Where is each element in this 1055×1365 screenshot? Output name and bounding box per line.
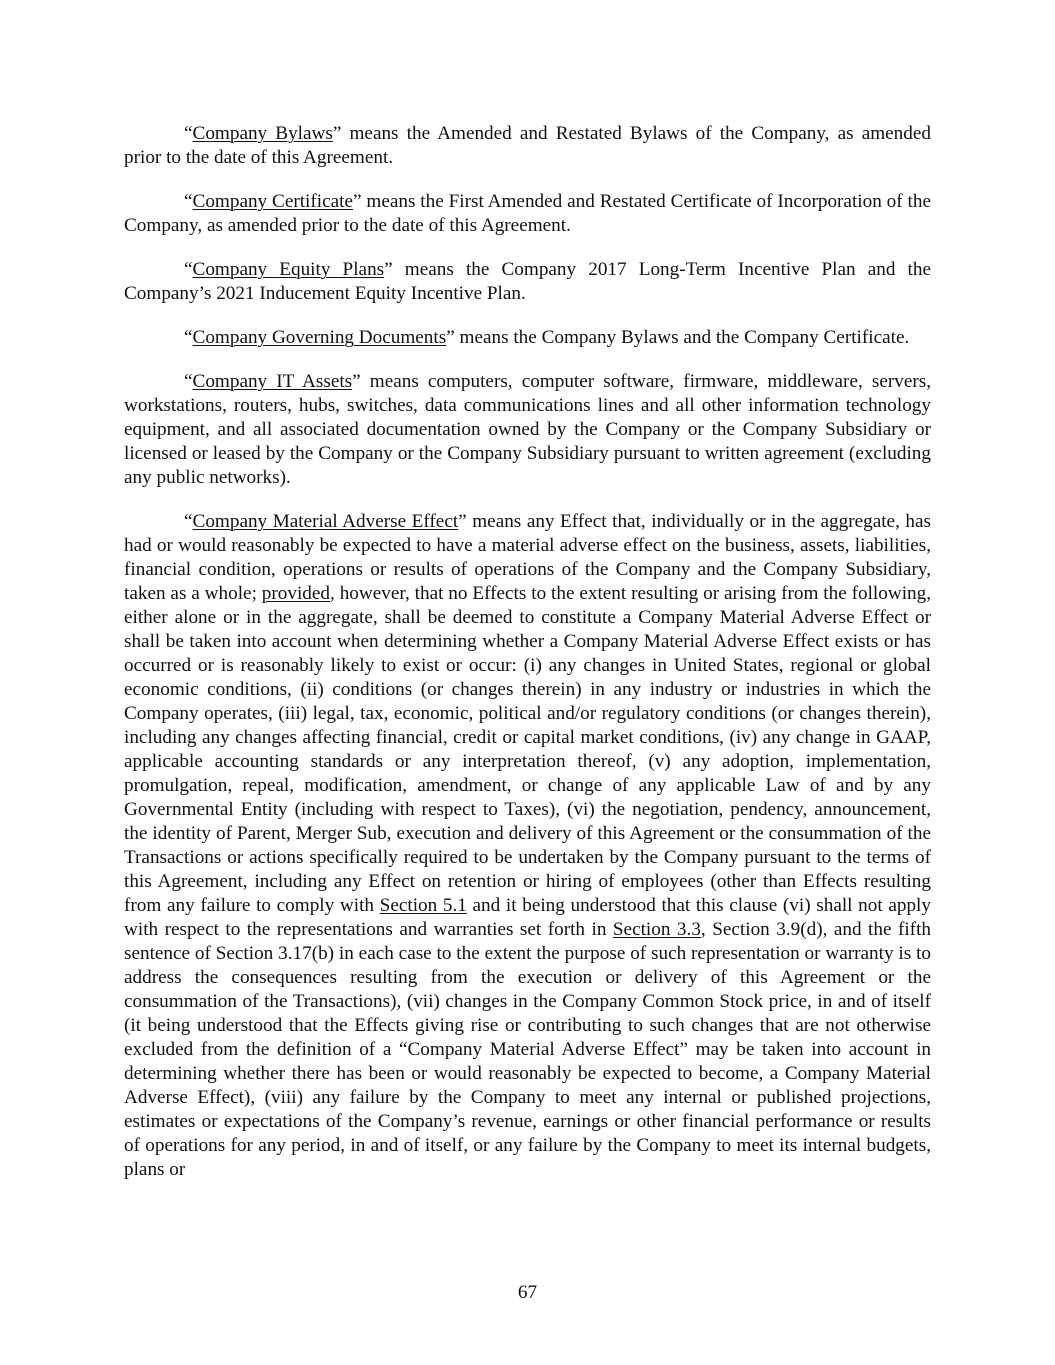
definition-company-equity-plans — [124, 258, 931, 306]
open-quote: “ — [184, 123, 193, 144]
defined-term: Company Bylaws — [192, 123, 333, 144]
definition-text: means the Company 2017 Long-Term Incentive Plan and the Company’s 2021 Inducement Equity Incentive Plan. — [124, 259, 931, 304]
open-quote: “ — [184, 327, 193, 348]
definition-text: means any Effect that, individually or in the aggregate, has had or would reasonably be expected to have a material adverse effect on the business, assets, liabilities, financial condition, operations or results of operations of the Company and the Company Subsidiary, taken as a whole; — [124, 511, 931, 604]
definition-text: means the Amended and Restated Bylaws of the Company, as amended prior to the date of this Agreement. — [124, 123, 931, 168]
page-number: 67 — [517, 1282, 538, 1303]
defined-term: Company IT Assets — [192, 371, 353, 392]
open-quote: “ — [184, 191, 193, 212]
definition-text: , Section 3.9(d), and the fifth sentence of Section 3.17(b) in each case to the extent the purpose of such representation or warranty is to address the consequences resulting from the execution or delivery of this Agreement or the consummation of the Transactions), (vii) changes in the Company Common Stock price, in and of itself (it being understood that the Effects giving rise or contributing to such changes that are not otherwise excluded from the definition of a “Company Material Adverse Effect” may be taken into account in determining whether there has been or would reasonably be expected to become, a Company Material Adverse Effect), (viii) any failure by the Company to meet any internal or published projections, estimates or expectations of the Company’s revenue, earnings or other financial performance or results of operations for any period, in and of itself, or any failure by the Company to meet its internal budgets, plans or — [124, 919, 931, 1180]
proviso-term: provided — [261, 583, 331, 604]
close-quote: ” — [446, 327, 455, 348]
definition-company-governing-documents — [124, 326, 931, 350]
section-reference-link[interactable]: Section 5.1 — [379, 895, 467, 916]
definition-text: and it being understood that this clause (vi) shall not apply with respect to the representations and warranties set forth in — [124, 895, 931, 940]
definition-text: means computers, computer software, firmware, middleware, servers, workstations, routers, hubs, switches, data communications lines and all other information technology equipment, and all associated documentation owned by the Company or the Company Subsidiary or licensed or leased by the Company or the Company Subsidiary pursuant to written agreement (excluding any public networks). — [124, 371, 931, 488]
open-quote: “ — [184, 371, 193, 392]
definition-text: , however, that no Effects to the extent resulting or arising from the following, either alone or in the aggregate, shall be deemed to constitute a Company Material Adverse Effect or shall be taken into account when determining whether a Company Material Adverse Effect exists or has occurred or is reasonably likely to exist or occur: (i) any changes in United States, regional or global economic conditions, (ii) conditions (or changes therein) in any industry or industries in which the Company operates, (iii) legal, tax, economic, political and/or regulatory conditions (or changes therein), including any changes affecting financial, credit or capital market conditions, (iv) any change in GAAP, applicable accounting standards or any interpretation thereof, (v) any adoption, implementation, promulgation, repeal, modification, amendment, or change of any applicable Law of and by any Governmental Entity (including with respect to Taxes), (vi) the negotiation, pendency, announcement, the identity of Parent, Merger Sub, execution and delivery of this Agreement or the consummation of the Transactions or actions specifically required to be undertaken by the Company pursuant to the terms of this Agreement, including any Effect on retention or hiring of employees (other than Effects resulting from any failure to comply with — [124, 583, 932, 916]
close-quote: ” — [353, 191, 362, 212]
defined-term: Company Equity Plans — [192, 259, 385, 280]
section-reference-link[interactable]: Section 3.3 — [612, 919, 701, 940]
close-quote: ” — [384, 259, 393, 280]
open-quote: “ — [184, 511, 193, 532]
defined-term: Company Governing Documents — [192, 327, 447, 348]
close-quote: ” — [352, 371, 361, 392]
close-quote: ” — [332, 123, 342, 144]
definition-company-certificate — [124, 190, 931, 238]
page-body — [124, 122, 931, 1202]
definition-text: means the First Amended and Restated Certificate of Incorporation of the Company, as amended prior to the date of this Agreement. — [124, 191, 931, 236]
definition-company-material-adverse-effect — [124, 510, 931, 1182]
close-quote: ” — [458, 511, 467, 532]
definition-company-it-assets — [124, 370, 931, 490]
defined-term: Company Material Adverse Effect — [192, 511, 459, 532]
defined-term: Company Certificate — [192, 191, 353, 212]
definition-company-bylaws — [124, 122, 931, 170]
definition-text: means the Company Bylaws and the Company Certificate. — [454, 327, 910, 348]
open-quote: “ — [184, 259, 193, 280]
